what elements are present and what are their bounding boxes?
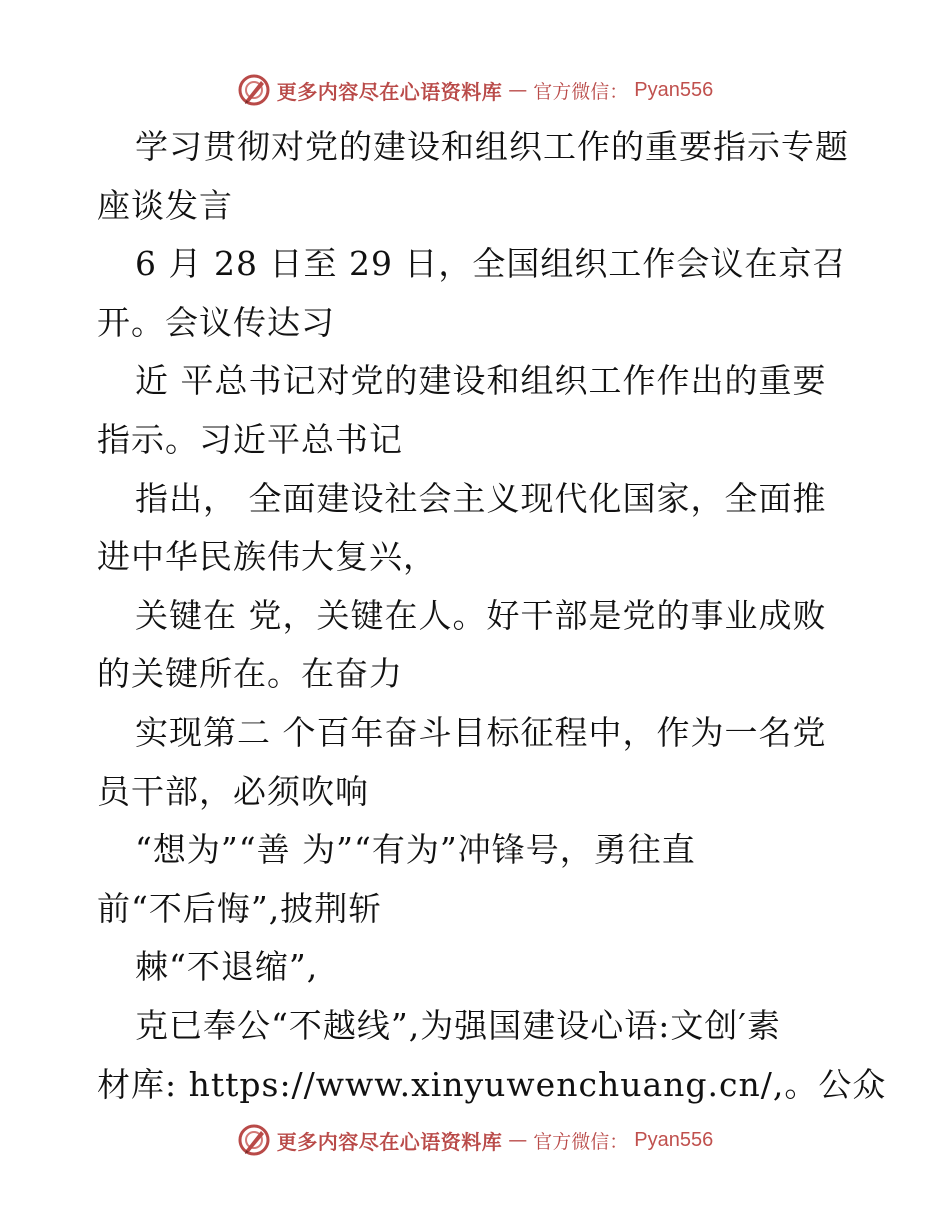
footer-separator: — [508, 1129, 528, 1151]
footer-banner [0, 1120, 950, 1160]
doc-line-10: 的关键所在。在奋力 [97, 654, 403, 694]
footer-wechat-handle: Pyan556 [634, 1128, 714, 1151]
doc-line-15: 棘“不退缩”, [135, 947, 319, 987]
doc-line-4: 开。会议传达习 [97, 302, 335, 342]
doc-line-6: 指示。习近平总书记 [97, 419, 403, 459]
header-separator: — [508, 79, 528, 101]
doc-line-17: 材库: https://www.xinyuwenchuang.cn/,。公众 [97, 1064, 887, 1104]
doc-line-3: 6 月 28 日至 29 日，全国组织工作会议在京召 [135, 244, 847, 284]
doc-line-13: “想为”“善 为”“有为”冲锋号，勇往直 [135, 830, 696, 870]
header-wechat-handle: Pyan556 [634, 78, 714, 101]
doc-line-8: 进中华民族伟大复兴， [97, 537, 437, 577]
footer-wechat-label: 官方微信： [533, 1130, 629, 1153]
doc-line-14: 前“不后悔”,披荆斩 [97, 888, 383, 928]
header-banner [0, 70, 950, 110]
pen-logo-icon [237, 73, 271, 107]
pen-logo-icon [237, 1123, 271, 1157]
doc-line-9: 关键在 党，关键在人。好干部是党的事业成败 [135, 595, 827, 635]
doc-line-2: 座谈发言 [97, 185, 233, 225]
doc-line-16: 克已奉公“不越线”,为强国建设心语:文创′素 [135, 1005, 781, 1045]
doc-line-1: 学习贯彻对党的建设和组织工作的重要指示专题 [135, 127, 849, 166]
doc-line-7: 指出， 全面建设社会主义现代化国家，全面推 [135, 478, 827, 518]
footer-site-text: 更多内容尽在心语资料库 [276, 1129, 503, 1154]
doc-line-5: 近 平总书记对党的建设和组织工作作出的重要 [135, 361, 827, 401]
header-wechat-label: 官方微信： [533, 80, 629, 103]
doc-line-11: 实现第二 个百年奋斗目标征程中，作为一名党 [135, 712, 827, 752]
doc-line-12: 员干部，必须吹响 [97, 771, 369, 811]
header-site-text: 更多内容尽在心语资料库 [276, 79, 503, 104]
document-body [97, 118, 887, 1114]
